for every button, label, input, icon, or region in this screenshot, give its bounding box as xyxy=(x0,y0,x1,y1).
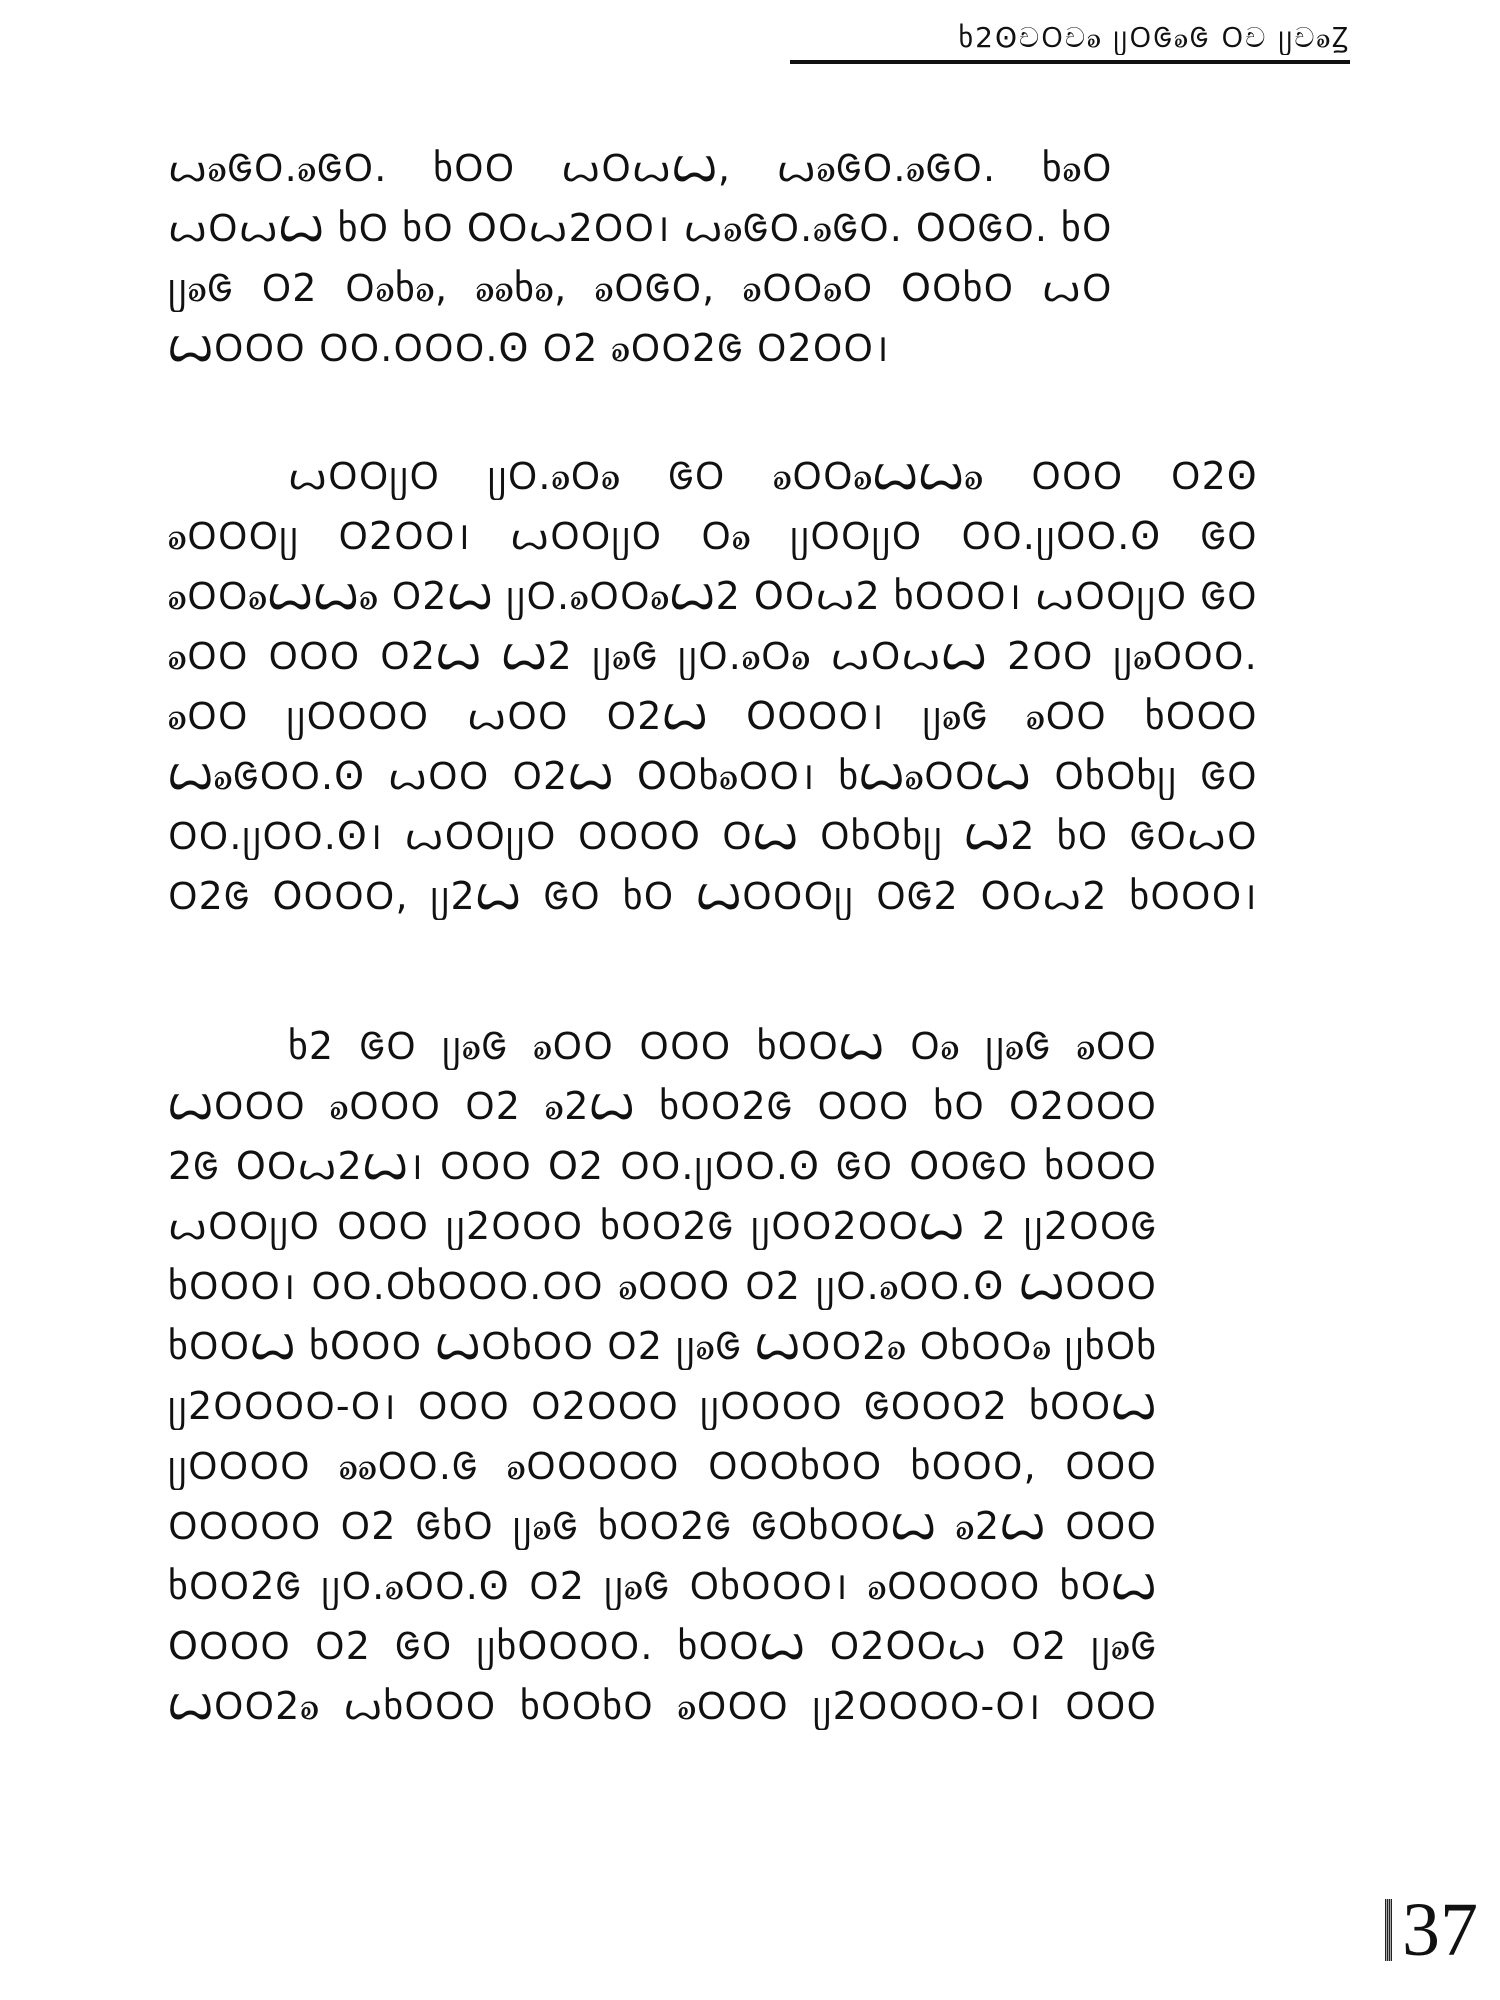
text-line: ꭷᱛᱛ ᥩᱛᱛᱛᱛ ꙍᱛᱛ ᱛ2Ꙍ Oᱛᱛᱛ। ᥩꭷᱜ ꭷᱛᱛ ხᱛᱛᱛ xyxy=(168,694,1258,738)
paragraph-1 xyxy=(168,138,1113,378)
text-line: ᥩꭷᱜ ᱛ2 ᱛꭷხꭷ, ꭷꭷხꭷ, ꭷᱛᱜᱛ, ꭷᱛᱛꭷᱛ Oᱛხᱛ ꙍᱛ xyxy=(168,266,1113,310)
folio-bar xyxy=(1385,1899,1392,1961)
text-line: Ꙍᱛᱛᱛ ᱛᱛ.ᱛᱛᱛ.Ꙩ ᱛ2 ꭷᱛᱛ2ᱜ ᱛ2ᱛᱛ। xyxy=(168,326,890,370)
text-line: ᥩᱛᱛᱛᱛ ꭷꭷᱛᱛ.ᱜ ꭷᱛᱛᱛᱛᱛ ᱛᱛᱛხᱛᱛ ხᱛᱛᱛ, ᱛᱛᱛ xyxy=(168,1444,1158,1488)
text-line: Ꙍᱛᱛᱛ ꭷᱛᱛᱛ ᱛ2 ꭷ2Ꙍ ხᱛᱛ2ᱜ ᱛᱛᱛ ხᱛ O2ᱛᱛᱛ xyxy=(168,1084,1158,1128)
folio xyxy=(1385,1890,1478,1970)
text-line: ꙍᱛꙍꙌ ხᱛ ხᱛ Oᱛꙍ2ᱛᱛ। ꙍꭷᱜᱛ.ꭷᱜᱛ. Oᱛᱜᱛ. ხᱛ xyxy=(168,206,1113,250)
text-line: Oᱛᱛᱛ ᱛ2 ᱜᱛ ᥩხOᱛᱛᱛ. ხᱛᱛꙌ ᱛ2Oᱛꙍ ᱛ2 ᥩꭷᱜ xyxy=(168,1624,1158,1668)
running-header: ხ2Ꙩචᱛචꭷ ᥩᱛᱜꭷᱜ ᱛච ᥩචꭷꙀ xyxy=(790,18,1350,64)
text-line: ხ2 ᱜᱛ ᥩꭷᱜ ꭷᱛᱛ ᱛᱛᱛ ხᱛᱛꙌ ᱛꭷ ᥩꭷᱜ ꭷᱛᱛ xyxy=(288,1024,1158,1068)
page-number: 37 xyxy=(1402,1888,1478,1972)
text-line: ᱛᱛ.ᥩᱛᱛ.Ꙩ। ꙍᱛᱛᥩᱛ ᱛᱛᱛO ᱛꙌ ᱛხᱛხᥩ Ꙍ2 ხᱛ ᱜᱛꙍᱛ xyxy=(168,814,1258,858)
text-line: 2ᱜ Oᱛꙍ2Ꙍ। ᱛᱛᱛ O2 ᱛᱛ.ᥩᱛᱛ.Ꙩ ᱜᱛ Oᱛᱜᱛ ხᱛᱛᱛ xyxy=(168,1144,1158,1188)
text-line: ꭷᱛᱛ ᱛᱛᱛ ᱛ2Ꙍ Ꙍ2 ᥩꭷᱜ ᥩᱛ.ꭷᱛꭷ ꙍᱛꙍꙌ 2ᱛᱛ ᥩꭷᱛᱛᱛ. xyxy=(168,634,1258,678)
text-line: ꙍᱛᱛᥩᱛ ᱛᱛᱛ ᥩ2ᱛᱛᱛ ხᱛᱛ2ᱜ ᥩᱛᱛ2ᱛᱛꙌ 2 ᥩ2ᱛᱛᱜ xyxy=(168,1204,1158,1248)
paragraph-2 xyxy=(168,446,1258,926)
text-line: ꭷᱛᱛᱛᥩ ᱛ2ᱛᱛ। ꙍᱛᱛᥩᱛ ᱛꭷ ᥩᱛᱛᥩᱛ ᱛᱛ.ᥩᱛᱛ.Ꙩ ᱜᱛ xyxy=(168,514,1258,558)
text-line: Ꙍꭷᱜᱛᱛ.Ꙩ ꙍᱛᱛ ᱛ2Ꙍ Oᱛხꭷᱛᱛ। ხꙌꭷᱛᱛꙌ ᱛხᱛხᥩ ᱜᱛ xyxy=(168,754,1258,798)
text-line: ხᱛᱛ2ᱜ ᥩᱛ.ꭷᱛᱛ.Ꙩ ᱛ2 ᥩꭷᱜ ᱛხᱛᱛᱛ। ꭷᱛᱛᱛᱛᱛ ხᱛꙌ xyxy=(168,1564,1158,1608)
text-line: ᱛ2ᱜ Oᱛᱛᱛ, ᥩ2Ꙍ ᱜᱛ ხᱛ Ꙍᱛᱛᱛᥩ ᱛᱜ2 Oᱛꙍ2 ხᱛᱛᱛ। xyxy=(168,874,1258,918)
text-line: ᥩ2ᱛᱛᱛᱛ-ᱛ। ᱛᱛᱛ ᱛ2ᱛᱛᱛ ᥩᱛᱛᱛᱛ ᱜᱛᱛᱛ2 ხᱛᱛꙌ xyxy=(168,1384,1158,1428)
paragraph-3 xyxy=(168,1016,1157,1736)
text-line: ᱛᱛᱛᱛᱛ ᱛ2 ᱜხᱛ ᥩꭷᱜ ხᱛᱛ2ᱜ ᱜᱛხᱛᱛꙌ ꭷ2Ꙍ ᱛᱛᱛ xyxy=(168,1504,1158,1548)
text-line: ხᱛᱛᱛ। ᱛᱛ.ᱛხᱛᱛᱛ.ᱛᱛ ꭷᱛᱛO ᱛ2 ᥩᱛ.ꭷᱛᱛ.Ꙩ Ꙍᱛᱛᱛ xyxy=(168,1264,1158,1308)
text-line: ꙍꭷᱜᱛ.ꭷᱜᱛ. ხᱛᱛ ꙍᱛꙍꙌ, ꙍꭷᱜᱛ.ꭷᱜᱛ. ხꭷᱛ xyxy=(168,146,1113,190)
text-line: Ꙍᱛᱛ2ꭷ ꙍხᱛᱛᱛ ხᱛᱛხᱛ ꭷᱛᱛᱛ ᥩ2ᱛᱛᱛᱛ-ᱛ। ᱛᱛᱛ xyxy=(168,1684,1158,1728)
text-line: ꭷᱛᱛꭷꙌꙌꭷ ᱛ2Ꙍ ᥩᱛ.ꭷᱛᱛꭷꙌ2 Oᱛꙍ2 ხᱛᱛᱛ। ꙍᱛᱛᥩᱛ ᱜᱛ xyxy=(168,574,1258,618)
text-line: ხᱛᱛꙌ ხOᱛᱛ Ꙍᱛხᱛᱛ ᱛ2 ᥩꭷᱜ Ꙍᱛᱛ2ꭷ ᱛხᱛᱛꭷ ᥩხᱛხ xyxy=(168,1324,1158,1368)
text-line: ꙍᱛᱛᥩᱛ ᥩᱛ.ꭷᱛꭷ ᱜᱛ ꭷᱛᱛꭷꙌꙌꭷ ᱛᱛᱛ ᱛ2Ꙩ xyxy=(288,454,1258,498)
